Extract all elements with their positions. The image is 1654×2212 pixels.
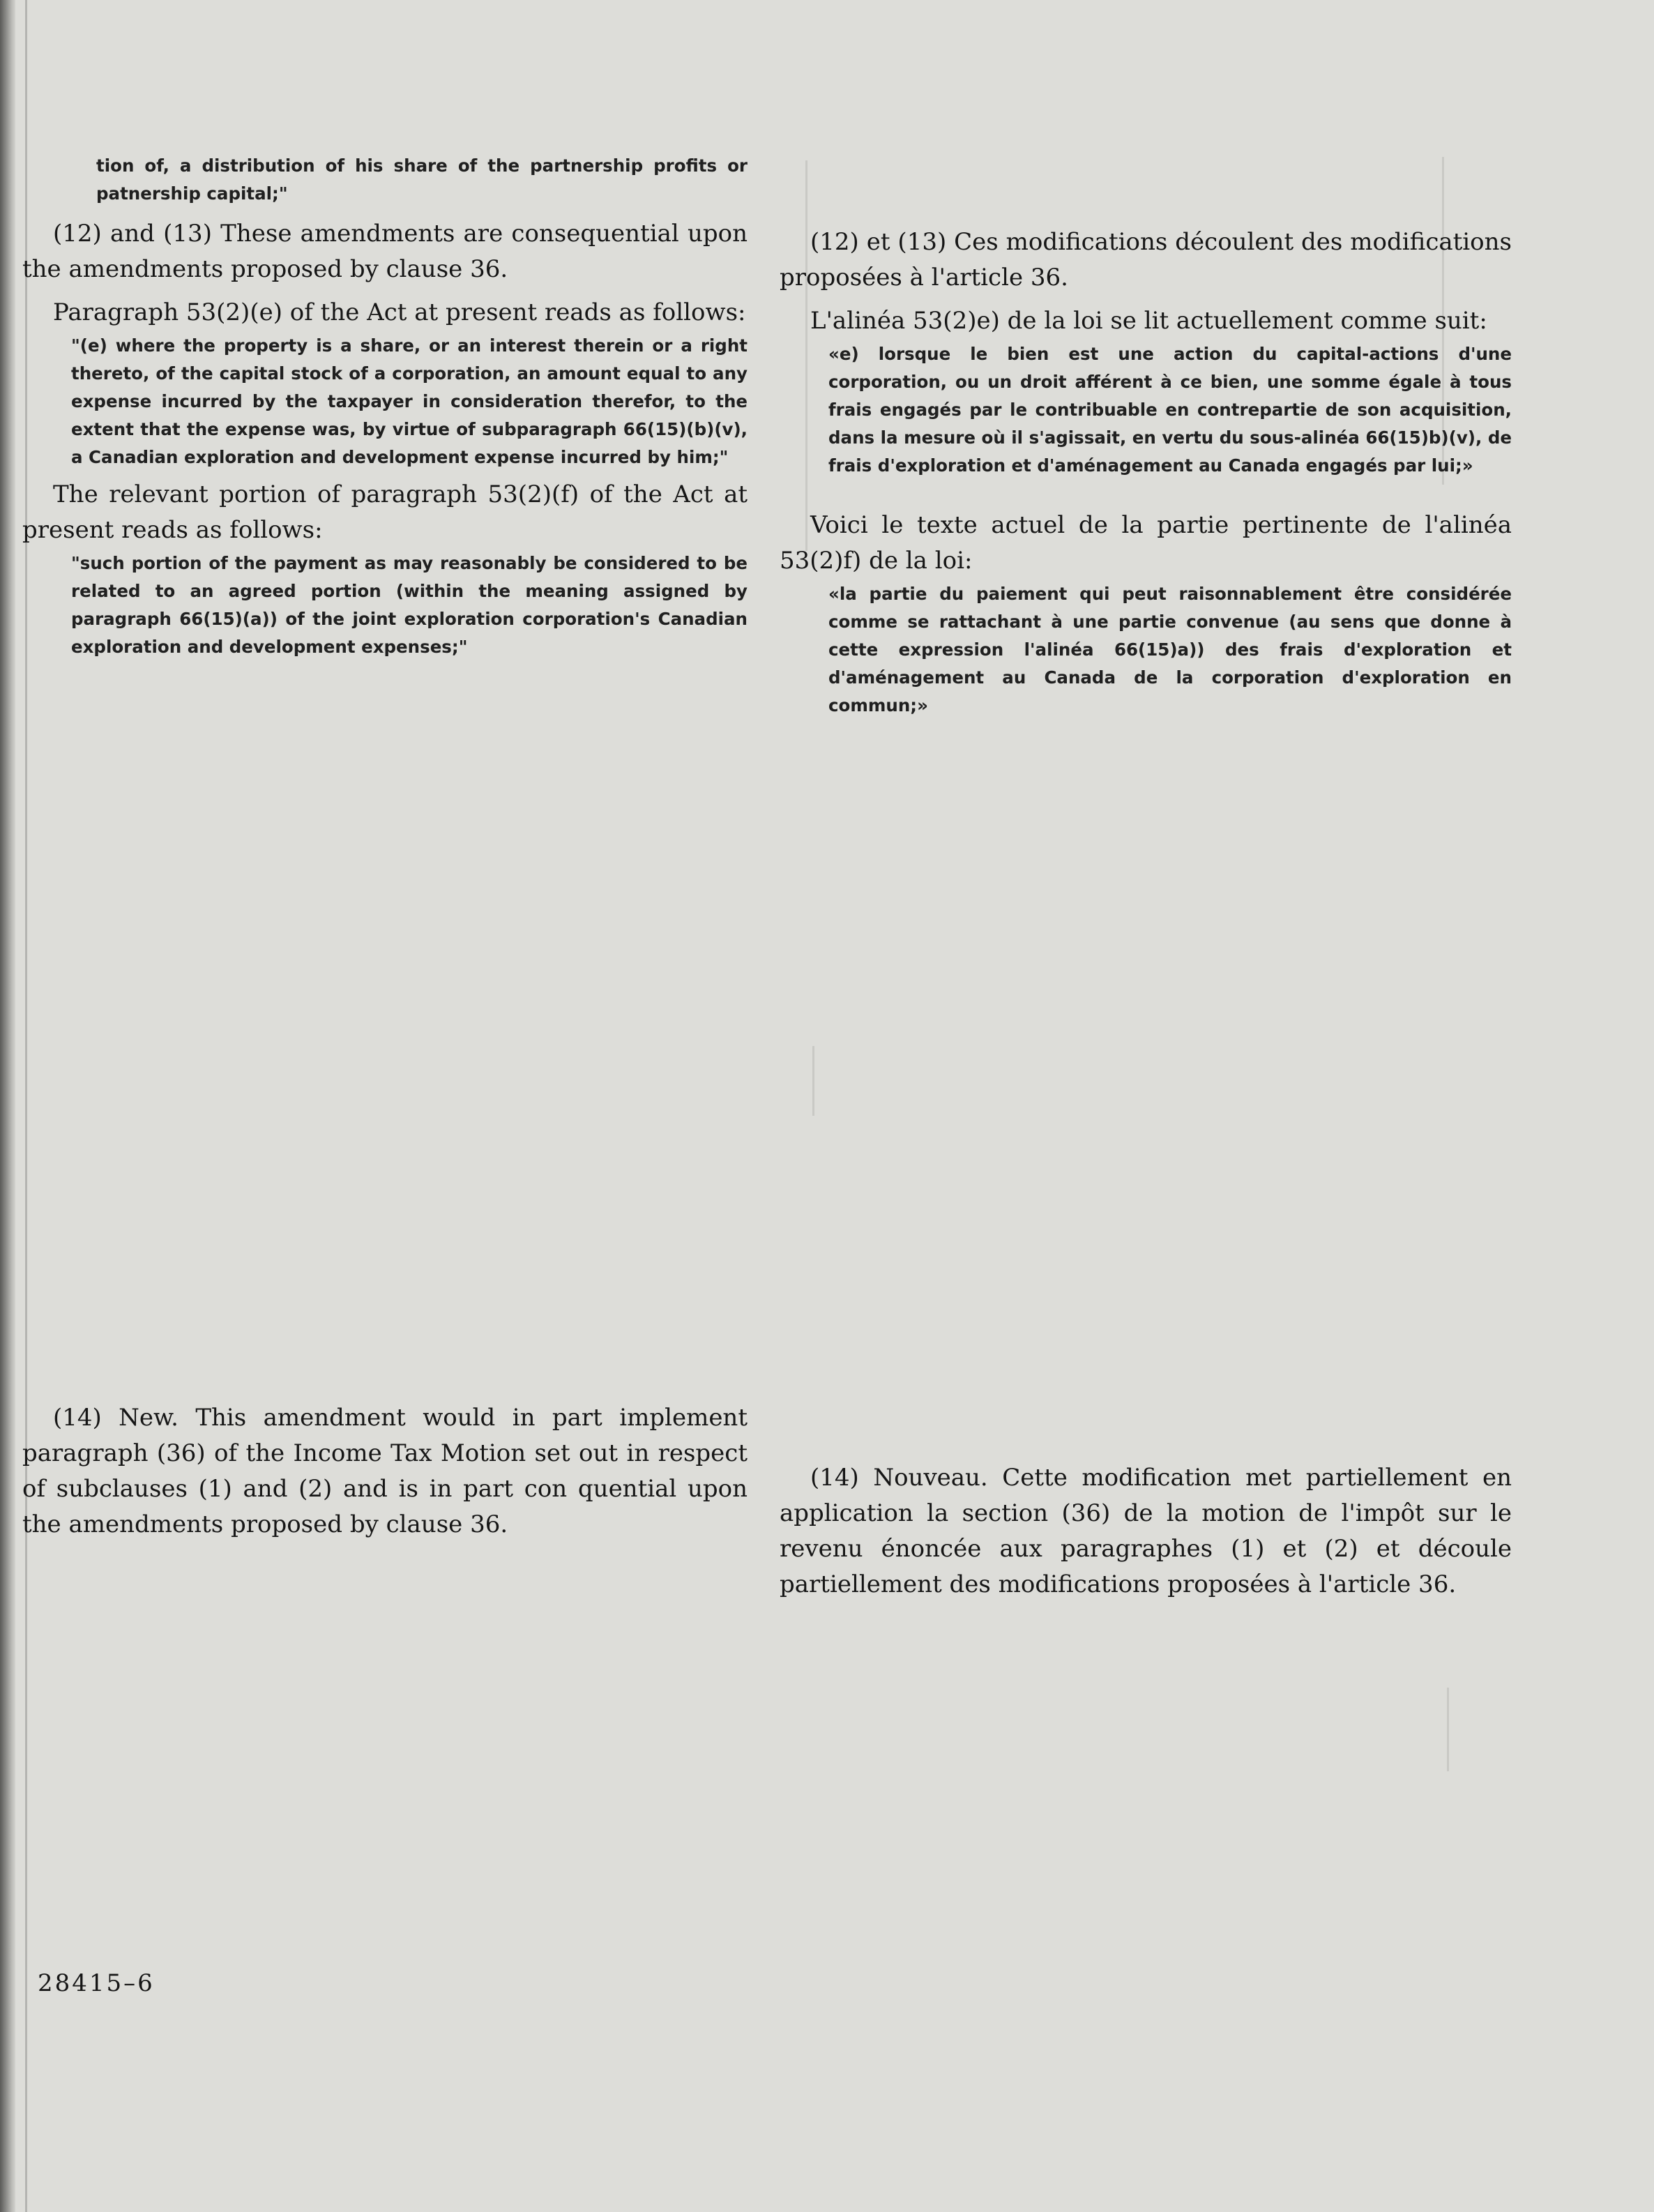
explanatory-note-14-fr: (14) Nouveau. Cette modification met partiellement en application la section (36) de la motion de l'impôt sur le revenu énoncée aux paragraphes (1) et (2) et découle partiellement des modifications proposées à l'article 36.	[780, 1464, 1512, 1598]
bleed-through-rule	[1447, 1688, 1449, 1771]
page-binding-edge	[0, 0, 15, 2212]
intro-paragraph-53-2-e-fr: L'alinéa 53(2)e) de la loi se lit actuellement comme suit:	[810, 307, 1487, 335]
intro-paragraph-53-2-f-fr: Voici le texte actuel de la partie pertinente de l'alinéa 53(2)f) de la loi:	[780, 511, 1512, 575]
intro-paragraph-53-2-f: The relevant portion of paragraph 53(2)(f) of the Act at present reads as follows:	[22, 480, 748, 544]
quoted-text-53-2-f: "such portion of the payment as may reasonably be considered to be related to an agreed portion (within the meaning assigned by paragraph 66(15)(a)) of the joint exploration corporation's Canadian exploration and development expenses;"	[71, 553, 748, 657]
explanatory-note-12-13: (12) and (13) These amendments are consequential upon the amendments proposed by clause 36.	[22, 220, 748, 283]
french-column	[780, 152, 1512, 1603]
explanatory-note-14: (14) New. This amendment would in part implement paragraph (36) of the Income Tax Motion set out in respect of subclauses (1) and (2) and is in part con quential upon the amendments proposed by clause 36.	[22, 1404, 748, 1538]
explanatory-note-12-13-fr: (12) et (13) Ces modifications découlent des modifications proposées à l'article 36.	[780, 228, 1512, 291]
intro-paragraph-53-2-e: Paragraph 53(2)(e) of the Act at present reads as follows:	[53, 298, 746, 326]
english-column	[22, 152, 748, 1543]
continued-quote: tion of, a distribution of his share of the partnership profits or patnership capital;"	[96, 156, 748, 204]
quoted-text-53-2-e: "(e) where the property is a share, or an interest therein or a right thereto, of the capital stock of a corporation, an amount equal to any expense incurred by the taxpayer in consideration therefor, to the extent that the expense was, by virtue of subparagraph 66(15)(b)(v), a Canadian exploration and development expense incurred by him;"	[71, 335, 748, 467]
page-footer-number: 28415–6	[38, 1969, 155, 1997]
quoted-text-53-2-f-fr: «la partie du paiement qui peut raisonnablement être considérée comme se rattachant à une partie convenue (au sens que donne à cette expression l'alinéa 66(15)a)) des frais d'exploration et d'aménagement au Canada de la corporation d'exploration en commun;»	[828, 584, 1512, 715]
quoted-text-53-2-e-fr: «e) lorsque le bien est une action du capital-actions d'une corporation, ou un droit afférent à ce bien, une somme égale à tous frais engagés par le contribuable en contrepartie de son acquisition, dans la mesure où il s'agissait, en vertu du sous-alinéa 66(15)b)(v), de frais d'exploration et d'aménagement au Canada engagés par lui;»	[828, 344, 1512, 476]
